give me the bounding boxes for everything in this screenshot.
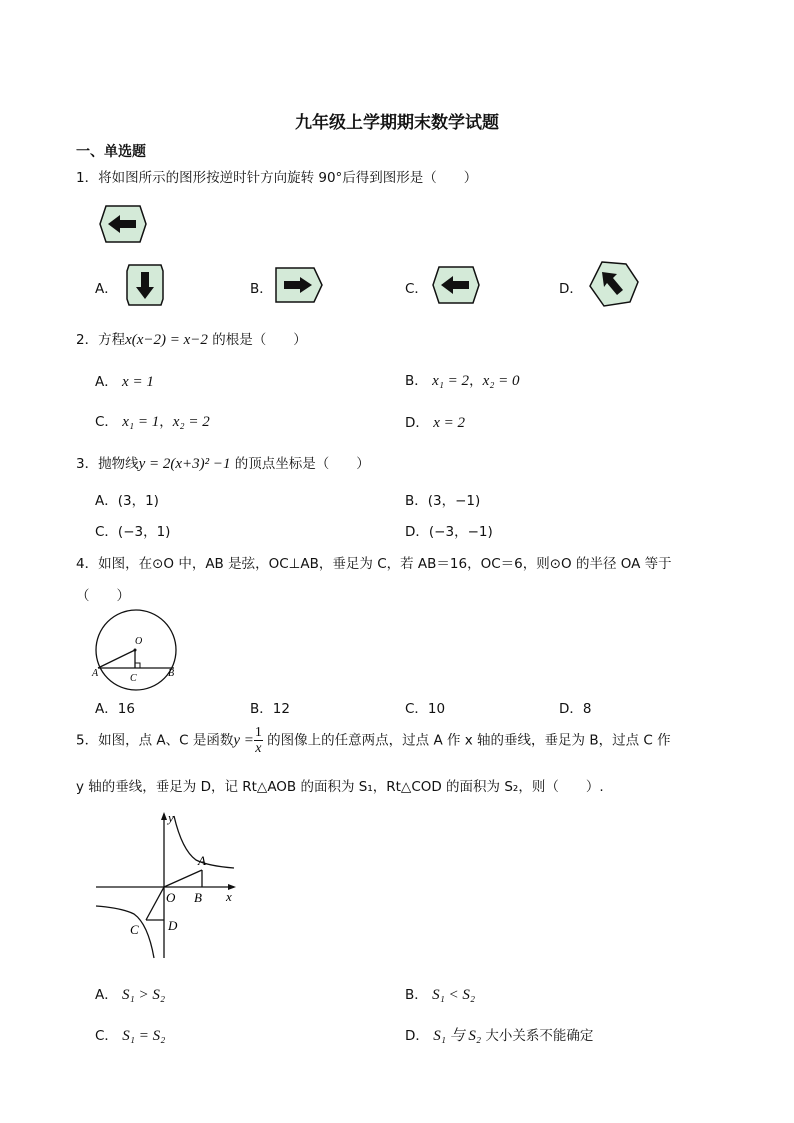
- q1-option-c-left-arrow[interactable]: [431, 265, 481, 305]
- q3-equation: y = 2(x+3)² −1: [138, 456, 231, 472]
- q1-option-b-right-arrow[interactable]: [274, 266, 324, 304]
- q5-fraction-den: x: [255, 741, 262, 756]
- q5-prefix: 5．如图，点 A、C 是函数: [76, 732, 234, 749]
- q5-option-a-label: A．: [95, 987, 118, 1003]
- q5-label-d: D: [168, 918, 178, 933]
- q2-option-c-value-2: x₂ = 2: [172, 414, 210, 430]
- q2-option-c[interactable]: [95, 410, 210, 431]
- q5-hyperbola-figure: [96, 810, 241, 960]
- q5-option-a[interactable]: [95, 983, 165, 1004]
- q3-option-c[interactable]: C．(−3，1): [95, 524, 171, 540]
- q2-option-b-sep: ，: [469, 373, 483, 389]
- q1-option-d-upleft-arrow[interactable]: [586, 260, 642, 308]
- q5-option-c-value: S₁ = S₂: [122, 1028, 166, 1044]
- q4-option-b[interactable]: B．12: [250, 701, 290, 717]
- q1-option-b-label[interactable]: B．: [250, 281, 273, 297]
- q4-label-a: A: [92, 668, 99, 679]
- question-5-text: [76, 725, 671, 756]
- q5-option-b[interactable]: [405, 983, 475, 1004]
- q5-label-c: C: [130, 922, 139, 937]
- q2-suffix: 的根是（ ）: [207, 332, 307, 348]
- q2-option-a-value: x = 1: [122, 374, 154, 390]
- q5-option-b-label: B．: [405, 987, 428, 1003]
- q5-fraction: [254, 725, 263, 756]
- q2-option-a-label: A．: [95, 374, 118, 390]
- q3-option-a[interactable]: A．(3，1): [95, 493, 159, 509]
- q2-option-d[interactable]: [405, 411, 465, 432]
- q3-option-d[interactable]: D．(−3，−1): [405, 524, 493, 540]
- q1-figure-left-arrow: [98, 204, 148, 244]
- q5-func-lhs: y =: [233, 732, 254, 749]
- question-5-text-cont: y 轴的垂线，垂足为 D，记 Rt△AOB 的面积为 S₁，Rt△COD 的面积为 S₂，则（ ）.: [76, 779, 604, 795]
- q4-option-d[interactable]: D．8: [559, 701, 592, 717]
- question-3-text: [76, 452, 370, 473]
- q2-option-b-value-2: x₂ = 0: [482, 373, 520, 389]
- question-1-text: 1．将如图所示的图形按逆时针方向旋转 90°后得到图形是（ ）: [76, 170, 478, 186]
- q4-circle-figure: [92, 610, 182, 690]
- q5-label-a: A: [198, 853, 206, 868]
- q2-option-a[interactable]: [95, 370, 154, 391]
- q2-option-b-value-1: x₁ = 2: [432, 373, 470, 389]
- q1-option-a-down-arrow[interactable]: [125, 263, 165, 307]
- q5-label-x: x: [226, 889, 232, 904]
- q5-option-d[interactable]: [405, 1024, 593, 1045]
- question-2-text: [76, 328, 307, 349]
- q5-option-c[interactable]: [95, 1024, 165, 1045]
- q5-label-b: B: [194, 890, 202, 905]
- q5-option-b-value: S₁ < S₂: [432, 987, 476, 1003]
- q2-prefix: 2．方程: [76, 332, 126, 348]
- q4-label-o: O: [135, 636, 143, 647]
- q4-option-c[interactable]: C．10: [405, 701, 446, 717]
- q2-equation: x(x−2) = x−2: [125, 332, 208, 348]
- q2-option-b[interactable]: [405, 369, 520, 390]
- q4-label-b: B: [168, 668, 175, 679]
- q2-option-b-label: B．: [405, 373, 428, 389]
- q2-option-c-value-1: x₁ = 1: [122, 414, 160, 430]
- q3-suffix: 的顶点坐标是（ ）: [230, 456, 370, 472]
- q4-label-c: C: [130, 673, 137, 684]
- q5-option-a-value: S₁ > S₂: [122, 987, 166, 1003]
- q2-option-c-sep: ，: [159, 414, 173, 430]
- q2-option-d-value: x = 2: [433, 415, 465, 431]
- q2-option-c-label: C．: [95, 414, 118, 430]
- q4-option-a[interactable]: A．16: [95, 701, 135, 717]
- q5-label-y: y: [168, 810, 174, 825]
- q5-option-d-text: 大小关系不能确定: [481, 1028, 594, 1044]
- q5-fraction-num: 1: [254, 725, 262, 740]
- q5-option-d-expr: S₁ 与 S₂: [433, 1028, 482, 1044]
- q1-option-a-label[interactable]: A．: [95, 281, 118, 297]
- q5-label-o: O: [166, 890, 176, 905]
- q5-suffix: 的图像上的任意两点，过点 A 作 x 轴的垂线，垂足为 B，过点 C 作: [262, 732, 671, 749]
- q2-option-d-label: D．: [405, 415, 429, 431]
- q1-option-c-label[interactable]: C．: [405, 281, 428, 297]
- q3-prefix: 3．抛物线: [76, 456, 139, 472]
- q5-option-d-label: D．: [405, 1028, 429, 1044]
- question-4-text-cont: （ ）: [76, 588, 130, 604]
- q3-option-b[interactable]: B．(3，−1): [405, 493, 481, 509]
- section-heading: 一、单选题: [76, 144, 146, 160]
- q1-option-d-label[interactable]: D．: [559, 281, 583, 297]
- q5-option-c-label: C．: [95, 1028, 118, 1044]
- page-title: 九年级上学期期末数学试题: [295, 113, 499, 133]
- question-4-text: 4．如图，在⊙O 中，AB 是弦，OC⊥AB，垂足为 C，若 AB＝16，OC＝6，则⊙O 的半径 OA 等于: [76, 556, 672, 572]
